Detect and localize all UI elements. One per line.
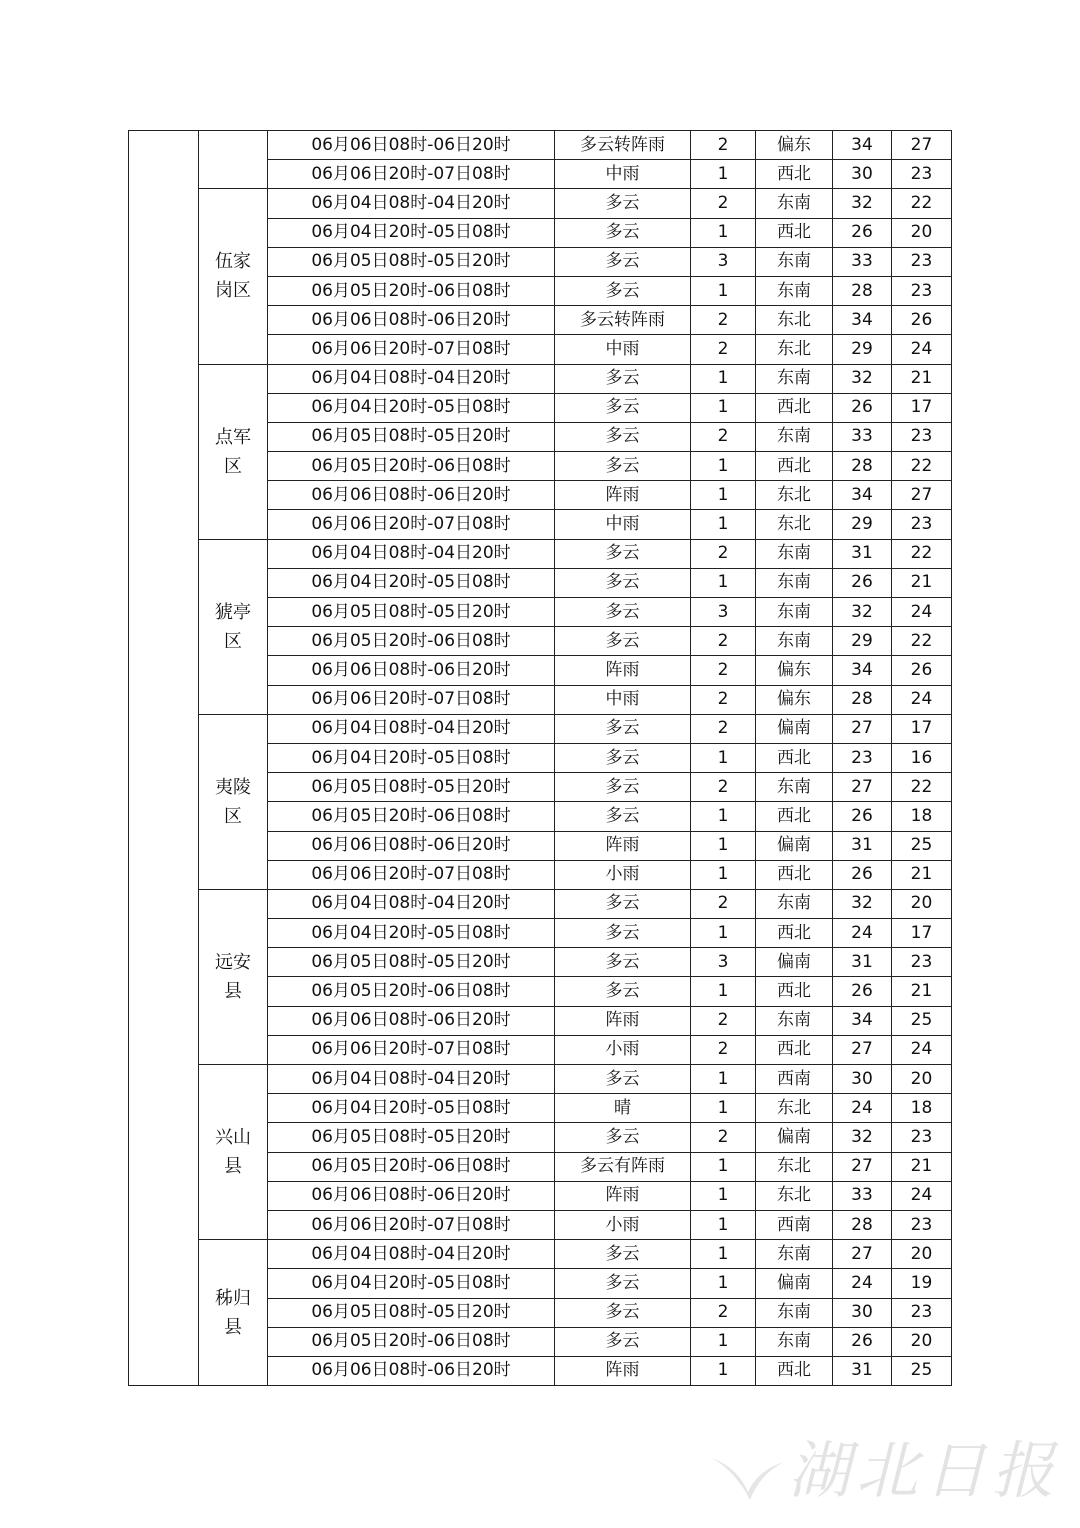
wind-level-cell: 3 bbox=[691, 247, 756, 276]
weather-cell: 多云 bbox=[555, 539, 691, 568]
weather-cell: 多云 bbox=[555, 422, 691, 451]
wind-level-cell: 1 bbox=[691, 481, 756, 510]
table-row bbox=[129, 539, 952, 568]
min-temp-cell: 23 bbox=[892, 276, 952, 305]
time-range-cell: 06月06日08时-06日20时 bbox=[268, 1006, 555, 1035]
time-range-cell: 06月04日08时-04日20时 bbox=[268, 1240, 555, 1269]
wind-level-cell: 1 bbox=[691, 1356, 756, 1385]
max-temp-cell: 32 bbox=[833, 364, 892, 393]
time-range-cell: 06月05日20时-06日08时 bbox=[268, 802, 555, 831]
wind-level-cell: 3 bbox=[691, 948, 756, 977]
max-temp-cell: 24 bbox=[833, 1269, 892, 1298]
wind-level-cell: 3 bbox=[691, 598, 756, 627]
time-range-cell: 06月05日08时-05日20时 bbox=[268, 948, 555, 977]
max-temp-cell: 31 bbox=[833, 539, 892, 568]
min-temp-cell: 25 bbox=[892, 1006, 952, 1035]
min-temp-cell: 26 bbox=[892, 656, 952, 685]
max-temp-cell: 26 bbox=[833, 802, 892, 831]
wind-level-cell: 1 bbox=[691, 1094, 756, 1123]
min-temp-cell: 27 bbox=[892, 131, 952, 160]
max-temp-cell: 29 bbox=[833, 335, 892, 364]
wind-level-cell: 1 bbox=[691, 160, 756, 189]
wind-level-cell: 1 bbox=[691, 802, 756, 831]
wind-direction-cell: 东北 bbox=[756, 306, 833, 335]
wind-level-cell: 1 bbox=[691, 276, 756, 305]
district-name: 兴山县 bbox=[215, 1127, 251, 1178]
weather-cell: 多云 bbox=[555, 714, 691, 743]
weather-cell: 多云 bbox=[555, 627, 691, 656]
wind-level-cell: 2 bbox=[691, 1006, 756, 1035]
weather-cell: 多云 bbox=[555, 1065, 691, 1094]
time-range-cell: 06月05日08时-05日20时 bbox=[268, 247, 555, 276]
time-range-cell: 06月04日08时-04日20时 bbox=[268, 889, 555, 918]
time-range-cell: 06月06日20时-07日08时 bbox=[268, 335, 555, 364]
table-row bbox=[129, 889, 952, 918]
time-range-cell: 06月06日08时-06日20时 bbox=[268, 1181, 555, 1210]
max-temp-cell: 30 bbox=[833, 1065, 892, 1094]
time-range-cell: 06月05日20时-06日08时 bbox=[268, 1327, 555, 1356]
wind-direction-cell: 东南 bbox=[756, 276, 833, 305]
time-range-cell: 06月04日20时-05日08时 bbox=[268, 568, 555, 597]
wind-level-cell: 2 bbox=[691, 714, 756, 743]
min-temp-cell: 21 bbox=[892, 568, 952, 597]
time-range-cell: 06月04日20时-05日08时 bbox=[268, 393, 555, 422]
min-temp-cell: 20 bbox=[892, 889, 952, 918]
wind-direction-cell: 偏南 bbox=[756, 1123, 833, 1152]
wind-level-cell: 1 bbox=[691, 1152, 756, 1181]
max-temp-cell: 29 bbox=[833, 627, 892, 656]
min-temp-cell: 20 bbox=[892, 1327, 952, 1356]
time-range-cell: 06月05日20时-06日08时 bbox=[268, 1152, 555, 1181]
max-temp-cell: 33 bbox=[833, 1181, 892, 1210]
wind-direction-cell: 东南 bbox=[756, 773, 833, 802]
min-temp-cell: 23 bbox=[892, 948, 952, 977]
wind-direction-cell: 东南 bbox=[756, 1006, 833, 1035]
weather-cell: 阵雨 bbox=[555, 831, 691, 860]
wind-direction-cell: 东南 bbox=[756, 627, 833, 656]
time-range-cell: 06月06日08时-06日20时 bbox=[268, 306, 555, 335]
min-temp-cell: 23 bbox=[892, 422, 952, 451]
wind-direction-cell: 东南 bbox=[756, 422, 833, 451]
wind-direction-cell: 西北 bbox=[756, 919, 833, 948]
min-temp-cell: 23 bbox=[892, 247, 952, 276]
weather-cell: 小雨 bbox=[555, 860, 691, 889]
time-range-cell: 06月04日20时-05日08时 bbox=[268, 1094, 555, 1123]
wind-direction-cell: 东北 bbox=[756, 1152, 833, 1181]
weather-cell: 多云 bbox=[555, 568, 691, 597]
min-temp-cell: 25 bbox=[892, 1356, 952, 1385]
weather-cell: 多云 bbox=[555, 247, 691, 276]
min-temp-cell: 22 bbox=[892, 773, 952, 802]
district-name: 秭归县 bbox=[215, 1287, 251, 1338]
table-row bbox=[129, 364, 952, 393]
time-range-cell: 06月04日20时-05日08时 bbox=[268, 743, 555, 772]
max-temp-cell: 28 bbox=[833, 452, 892, 481]
max-temp-cell: 26 bbox=[833, 393, 892, 422]
max-temp-cell: 30 bbox=[833, 160, 892, 189]
max-temp-cell: 34 bbox=[833, 1006, 892, 1035]
watermark-text: 湖北日报 bbox=[787, 1434, 1060, 1507]
weather-cell: 多云 bbox=[555, 977, 691, 1006]
wind-level-cell: 1 bbox=[691, 1065, 756, 1094]
wind-direction-cell: 东南 bbox=[756, 889, 833, 918]
forecast-table bbox=[128, 130, 952, 1386]
time-range-cell: 06月06日20时-07日08时 bbox=[268, 685, 555, 714]
min-temp-cell: 24 bbox=[892, 1181, 952, 1210]
time-range-cell: 06月06日20时-07日08时 bbox=[268, 160, 555, 189]
wind-direction-cell: 西北 bbox=[756, 452, 833, 481]
weather-cell: 多云 bbox=[555, 1327, 691, 1356]
weather-cell: 多云 bbox=[555, 1298, 691, 1327]
district-name: 远安县 bbox=[215, 951, 251, 1002]
min-temp-cell: 23 bbox=[892, 1298, 952, 1327]
wind-level-cell: 1 bbox=[691, 1181, 756, 1210]
min-temp-cell: 17 bbox=[892, 393, 952, 422]
max-temp-cell: 24 bbox=[833, 1094, 892, 1123]
time-range-cell: 06月04日20时-05日08时 bbox=[268, 1269, 555, 1298]
min-temp-cell: 24 bbox=[892, 598, 952, 627]
wind-direction-cell: 东北 bbox=[756, 510, 833, 539]
wind-level-cell: 1 bbox=[691, 977, 756, 1006]
max-temp-cell: 28 bbox=[833, 685, 892, 714]
table-row bbox=[129, 131, 952, 160]
bird-logo-icon bbox=[708, 1448, 788, 1508]
wind-direction-cell: 东南 bbox=[756, 1240, 833, 1269]
time-range-cell: 06月04日08时-04日20时 bbox=[268, 189, 555, 218]
time-range-cell: 06月04日20时-05日08时 bbox=[268, 919, 555, 948]
district-name: 伍家岗区 bbox=[215, 251, 251, 302]
weather-cell: 多云 bbox=[555, 393, 691, 422]
wind-direction-cell: 西北 bbox=[756, 160, 833, 189]
max-temp-cell: 31 bbox=[833, 948, 892, 977]
weather-cell: 多云 bbox=[555, 598, 691, 627]
min-temp-cell: 17 bbox=[892, 919, 952, 948]
min-temp-cell: 18 bbox=[892, 802, 952, 831]
wind-level-cell: 1 bbox=[691, 1240, 756, 1269]
weather-cell: 小雨 bbox=[555, 1210, 691, 1239]
min-temp-cell: 27 bbox=[892, 481, 952, 510]
district-cell bbox=[199, 1240, 268, 1386]
wind-direction-cell: 东南 bbox=[756, 1298, 833, 1327]
wind-direction-cell: 西北 bbox=[756, 1035, 833, 1064]
min-temp-cell: 21 bbox=[892, 860, 952, 889]
table-row bbox=[129, 1065, 952, 1094]
forecast-table-body bbox=[129, 131, 952, 1386]
wind-direction-cell: 西北 bbox=[756, 743, 833, 772]
wind-level-cell: 1 bbox=[691, 919, 756, 948]
time-range-cell: 06月06日08时-06日20时 bbox=[268, 481, 555, 510]
wind-level-cell: 2 bbox=[691, 335, 756, 364]
time-range-cell: 06月04日08时-04日20时 bbox=[268, 1065, 555, 1094]
weather-cell: 多云 bbox=[555, 452, 691, 481]
wind-direction-cell: 东南 bbox=[756, 539, 833, 568]
wind-direction-cell: 东北 bbox=[756, 1094, 833, 1123]
min-temp-cell: 24 bbox=[892, 685, 952, 714]
min-temp-cell: 20 bbox=[892, 218, 952, 247]
wind-level-cell: 1 bbox=[691, 218, 756, 247]
weather-cell: 多云 bbox=[555, 743, 691, 772]
min-temp-cell: 21 bbox=[892, 977, 952, 1006]
time-range-cell: 06月05日20时-06日08时 bbox=[268, 977, 555, 1006]
wind-level-cell: 2 bbox=[691, 1035, 756, 1064]
min-temp-cell: 26 bbox=[892, 306, 952, 335]
max-temp-cell: 28 bbox=[833, 276, 892, 305]
wind-direction-cell: 东北 bbox=[756, 1181, 833, 1210]
weather-cell: 多云 bbox=[555, 364, 691, 393]
min-temp-cell: 16 bbox=[892, 743, 952, 772]
district-name: 夷陵区 bbox=[215, 776, 251, 827]
weather-cell: 多云 bbox=[555, 218, 691, 247]
weather-cell: 阵雨 bbox=[555, 1006, 691, 1035]
wind-level-cell: 2 bbox=[691, 539, 756, 568]
wind-level-cell: 2 bbox=[691, 773, 756, 802]
min-temp-cell: 23 bbox=[892, 1123, 952, 1152]
max-temp-cell: 33 bbox=[833, 422, 892, 451]
min-temp-cell: 25 bbox=[892, 831, 952, 860]
table-row bbox=[129, 714, 952, 743]
wind-direction-cell: 西南 bbox=[756, 1210, 833, 1239]
wind-level-cell: 2 bbox=[691, 685, 756, 714]
max-temp-cell: 32 bbox=[833, 1123, 892, 1152]
max-temp-cell: 27 bbox=[833, 1240, 892, 1269]
weather-cell: 阵雨 bbox=[555, 1181, 691, 1210]
wind-direction-cell: 西北 bbox=[756, 218, 833, 247]
min-temp-cell: 24 bbox=[892, 335, 952, 364]
time-range-cell: 06月04日08时-04日20时 bbox=[268, 714, 555, 743]
time-range-cell: 06月05日08时-05日20时 bbox=[268, 1298, 555, 1327]
time-range-cell: 06月05日08时-05日20时 bbox=[268, 422, 555, 451]
min-temp-cell: 22 bbox=[892, 539, 952, 568]
weather-cell: 多云 bbox=[555, 276, 691, 305]
time-range-cell: 06月04日08时-04日20时 bbox=[268, 364, 555, 393]
wind-direction-cell: 西北 bbox=[756, 860, 833, 889]
wind-level-cell: 1 bbox=[691, 860, 756, 889]
min-temp-cell: 22 bbox=[892, 452, 952, 481]
district-cell bbox=[199, 1065, 268, 1240]
max-temp-cell: 26 bbox=[833, 977, 892, 1006]
wind-direction-cell: 西北 bbox=[756, 393, 833, 422]
wind-direction-cell: 偏东 bbox=[756, 656, 833, 685]
weather-cell: 多云 bbox=[555, 889, 691, 918]
max-temp-cell: 33 bbox=[833, 247, 892, 276]
time-range-cell: 06月06日20时-07日08时 bbox=[268, 510, 555, 539]
max-temp-cell: 28 bbox=[833, 1210, 892, 1239]
min-temp-cell: 20 bbox=[892, 1240, 952, 1269]
time-range-cell: 06月05日20时-06日08时 bbox=[268, 452, 555, 481]
wind-direction-cell: 东南 bbox=[756, 598, 833, 627]
max-temp-cell: 34 bbox=[833, 306, 892, 335]
weather-cell: 多云 bbox=[555, 189, 691, 218]
weather-cell: 中雨 bbox=[555, 685, 691, 714]
table-row bbox=[129, 189, 952, 218]
weather-cell: 多云有阵雨 bbox=[555, 1152, 691, 1181]
min-temp-cell: 18 bbox=[892, 1094, 952, 1123]
max-temp-cell: 32 bbox=[833, 598, 892, 627]
wind-direction-cell: 西北 bbox=[756, 802, 833, 831]
max-temp-cell: 34 bbox=[833, 131, 892, 160]
weather-cell: 多云 bbox=[555, 1269, 691, 1298]
min-temp-cell: 24 bbox=[892, 1035, 952, 1064]
wind-direction-cell: 偏东 bbox=[756, 131, 833, 160]
time-range-cell: 06月05日20时-06日08时 bbox=[268, 276, 555, 305]
wind-direction-cell: 西北 bbox=[756, 977, 833, 1006]
max-temp-cell: 29 bbox=[833, 510, 892, 539]
max-temp-cell: 27 bbox=[833, 1152, 892, 1181]
wind-level-cell: 1 bbox=[691, 1210, 756, 1239]
district-cell bbox=[199, 539, 268, 714]
wind-level-cell: 2 bbox=[691, 889, 756, 918]
max-temp-cell: 27 bbox=[833, 773, 892, 802]
weather-cell: 小雨 bbox=[555, 1035, 691, 1064]
wind-direction-cell: 东北 bbox=[756, 335, 833, 364]
wind-direction-cell: 东南 bbox=[756, 568, 833, 597]
min-temp-cell: 23 bbox=[892, 160, 952, 189]
time-range-cell: 06月04日20时-05日08时 bbox=[268, 218, 555, 247]
district-cell bbox=[199, 889, 268, 1064]
weather-cell: 多云 bbox=[555, 1123, 691, 1152]
district-cell bbox=[199, 131, 268, 189]
wind-level-cell: 2 bbox=[691, 656, 756, 685]
time-range-cell: 06月06日20时-07日08时 bbox=[268, 860, 555, 889]
weather-cell: 多云转阵雨 bbox=[555, 131, 691, 160]
wind-level-cell: 2 bbox=[691, 306, 756, 335]
wind-level-cell: 1 bbox=[691, 393, 756, 422]
max-temp-cell: 26 bbox=[833, 218, 892, 247]
max-temp-cell: 31 bbox=[833, 831, 892, 860]
wind-direction-cell: 偏东 bbox=[756, 685, 833, 714]
max-temp-cell: 34 bbox=[833, 656, 892, 685]
weather-cell: 中雨 bbox=[555, 510, 691, 539]
min-temp-cell: 20 bbox=[892, 1065, 952, 1094]
time-range-cell: 06月05日08时-05日20时 bbox=[268, 773, 555, 802]
min-temp-cell: 17 bbox=[892, 714, 952, 743]
time-range-cell: 06月06日20时-07日08时 bbox=[268, 1210, 555, 1239]
weather-cell: 多云 bbox=[555, 773, 691, 802]
wind-level-cell: 2 bbox=[691, 1298, 756, 1327]
wind-direction-cell: 偏南 bbox=[756, 831, 833, 860]
max-temp-cell: 27 bbox=[833, 714, 892, 743]
time-range-cell: 06月06日20时-07日08时 bbox=[268, 1035, 555, 1064]
weather-cell: 中雨 bbox=[555, 160, 691, 189]
max-temp-cell: 31 bbox=[833, 1356, 892, 1385]
max-temp-cell: 32 bbox=[833, 189, 892, 218]
max-temp-cell: 24 bbox=[833, 919, 892, 948]
table-row bbox=[129, 1240, 952, 1269]
district-name: 猇亭区 bbox=[215, 601, 251, 652]
wind-level-cell: 2 bbox=[691, 1123, 756, 1152]
min-temp-cell: 23 bbox=[892, 510, 952, 539]
weather-cell: 阵雨 bbox=[555, 1356, 691, 1385]
wind-level-cell: 1 bbox=[691, 831, 756, 860]
wind-level-cell: 1 bbox=[691, 452, 756, 481]
wind-level-cell: 1 bbox=[691, 1269, 756, 1298]
max-temp-cell: 34 bbox=[833, 481, 892, 510]
time-range-cell: 06月05日08时-05日20时 bbox=[268, 598, 555, 627]
wind-level-cell: 1 bbox=[691, 510, 756, 539]
weather-cell: 多云 bbox=[555, 948, 691, 977]
wind-direction-cell: 西北 bbox=[756, 1356, 833, 1385]
weather-cell: 多云转阵雨 bbox=[555, 306, 691, 335]
weather-cell: 晴 bbox=[555, 1094, 691, 1123]
min-temp-cell: 21 bbox=[892, 364, 952, 393]
weather-cell: 阵雨 bbox=[555, 656, 691, 685]
min-temp-cell: 22 bbox=[892, 627, 952, 656]
weather-cell: 多云 bbox=[555, 919, 691, 948]
wind-level-cell: 1 bbox=[691, 568, 756, 597]
max-temp-cell: 26 bbox=[833, 1327, 892, 1356]
weather-cell: 中雨 bbox=[555, 335, 691, 364]
wind-direction-cell: 东南 bbox=[756, 189, 833, 218]
wind-direction-cell: 偏南 bbox=[756, 714, 833, 743]
wind-level-cell: 1 bbox=[691, 364, 756, 393]
time-range-cell: 06月04日08时-04日20时 bbox=[268, 539, 555, 568]
time-range-cell: 06月05日20时-06日08时 bbox=[268, 627, 555, 656]
time-range-cell: 06月06日08时-06日20时 bbox=[268, 831, 555, 860]
min-temp-cell: 22 bbox=[892, 189, 952, 218]
time-range-cell: 06月06日08时-06日20时 bbox=[268, 656, 555, 685]
max-temp-cell: 27 bbox=[833, 1035, 892, 1064]
wind-direction-cell: 偏南 bbox=[756, 948, 833, 977]
max-temp-cell: 30 bbox=[833, 1298, 892, 1327]
wind-direction-cell: 东南 bbox=[756, 247, 833, 276]
min-temp-cell: 21 bbox=[892, 1152, 952, 1181]
max-temp-cell: 26 bbox=[833, 568, 892, 597]
wind-direction-cell: 东南 bbox=[756, 364, 833, 393]
time-range-cell: 06月06日08时-06日20时 bbox=[268, 1356, 555, 1385]
weather-cell: 多云 bbox=[555, 802, 691, 831]
wind-direction-cell: 东北 bbox=[756, 481, 833, 510]
wind-level-cell: 2 bbox=[691, 627, 756, 656]
weather-cell: 阵雨 bbox=[555, 481, 691, 510]
wind-level-cell: 2 bbox=[691, 189, 756, 218]
max-temp-cell: 23 bbox=[833, 743, 892, 772]
wind-level-cell: 1 bbox=[691, 743, 756, 772]
wind-direction-cell: 西南 bbox=[756, 1065, 833, 1094]
district-cell bbox=[199, 189, 268, 364]
wind-direction-cell: 偏南 bbox=[756, 1269, 833, 1298]
wind-level-cell: 1 bbox=[691, 1327, 756, 1356]
min-temp-cell: 19 bbox=[892, 1269, 952, 1298]
district-cell bbox=[199, 714, 268, 889]
city-cell bbox=[129, 131, 199, 1386]
max-temp-cell: 26 bbox=[833, 860, 892, 889]
wind-level-cell: 2 bbox=[691, 131, 756, 160]
weather-cell: 多云 bbox=[555, 1240, 691, 1269]
district-name: 点军区 bbox=[215, 426, 251, 477]
time-range-cell: 06月05日08时-05日20时 bbox=[268, 1123, 555, 1152]
district-cell bbox=[199, 364, 268, 539]
max-temp-cell: 32 bbox=[833, 889, 892, 918]
min-temp-cell: 23 bbox=[892, 1210, 952, 1239]
time-range-cell: 06月06日08时-06日20时 bbox=[268, 131, 555, 160]
wind-direction-cell: 东南 bbox=[756, 1327, 833, 1356]
wind-level-cell: 2 bbox=[691, 422, 756, 451]
